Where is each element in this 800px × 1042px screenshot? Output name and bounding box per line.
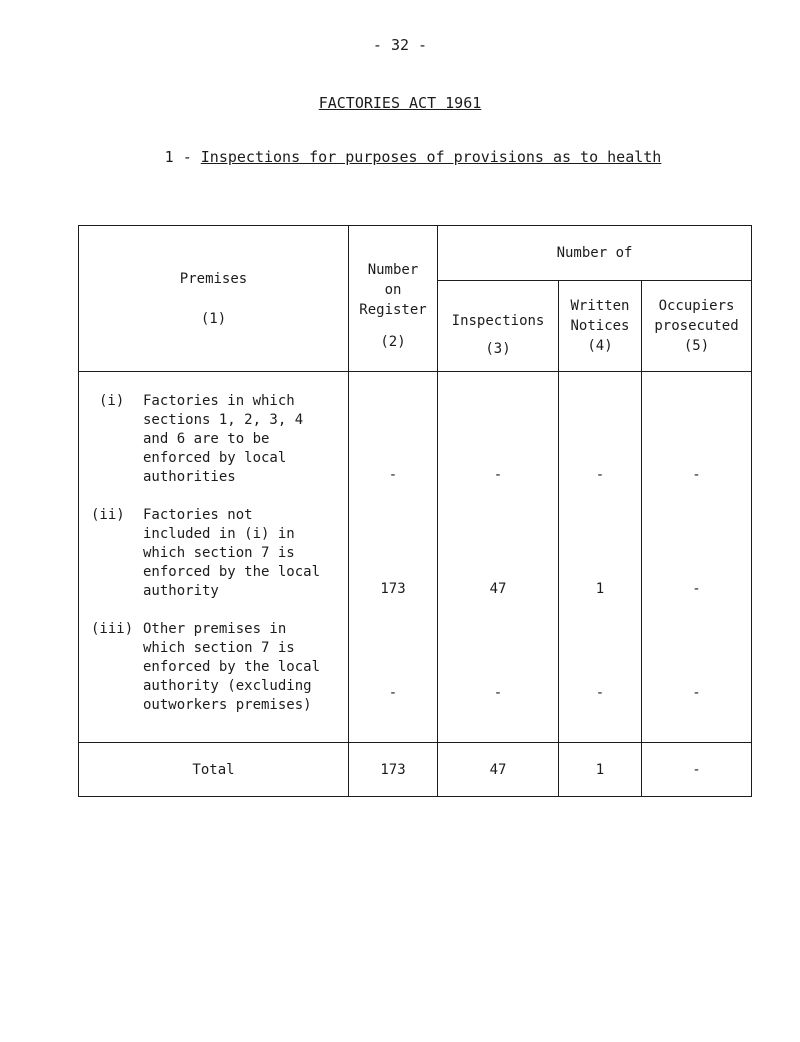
occupiers-prosecuted-value: - xyxy=(692,581,701,597)
inspections-table xyxy=(78,225,752,797)
occupiers-prosecuted-value: - xyxy=(692,685,701,701)
premises-line: and 6 are to be xyxy=(143,431,270,447)
page-number: - 32 - xyxy=(372,36,428,54)
premises-header xyxy=(79,226,349,372)
premises-line: Other premises in xyxy=(143,621,287,637)
written-notices-column xyxy=(559,372,642,743)
premises-line: Factories not xyxy=(143,507,253,523)
register-header-line-2: on xyxy=(384,281,402,298)
premises-list xyxy=(79,372,349,743)
total-label: Total xyxy=(79,743,349,797)
written-notices-value: - xyxy=(595,467,605,483)
register-column xyxy=(349,372,438,743)
premises-item-ii xyxy=(91,506,348,601)
premises-line: included in (i) in xyxy=(143,526,295,542)
inspections-column xyxy=(438,372,559,743)
premises-line: enforced by the local xyxy=(143,564,321,580)
section-prefix: 1 - xyxy=(164,148,201,166)
premises-line: enforced by local xyxy=(143,450,287,466)
occupiers-prosecuted-value: - xyxy=(692,467,701,483)
total-register: 173 xyxy=(349,743,438,797)
occupiers-line-2: prosecuted xyxy=(654,318,739,334)
total-written-notices: 1 xyxy=(559,743,642,797)
register-header-num: (2) xyxy=(380,333,406,350)
premises-line: enforced by the local xyxy=(143,659,321,675)
inspections-header-num: (3) xyxy=(485,341,511,357)
occupiers-prosecuted-column xyxy=(642,372,752,743)
number-of-header: Number of xyxy=(438,226,752,281)
occupiers-line-1: Occupiers xyxy=(658,298,735,314)
inspections-header-label: Inspections xyxy=(451,313,545,329)
premises-body-row xyxy=(79,372,752,743)
occupiers-prosecuted-header xyxy=(642,281,752,372)
premises-line: authorities xyxy=(143,469,236,485)
premises-header-num: (1) xyxy=(200,310,227,327)
premises-line: Factories in which xyxy=(143,393,295,409)
premises-item-num: (ii) xyxy=(91,507,125,523)
premises-line: authority (excluding xyxy=(143,678,312,694)
premises-line: which section 7 is xyxy=(143,640,295,656)
written-notices-line-1: Written xyxy=(570,298,630,314)
register-header-line-1: Number xyxy=(367,261,419,278)
register-header xyxy=(349,226,438,372)
inspections-value: - xyxy=(493,467,503,483)
premises-header-label: Premises xyxy=(179,270,248,287)
register-value: 173 xyxy=(380,581,406,597)
inspections-value: - xyxy=(493,685,503,701)
inspections-header xyxy=(438,281,559,372)
header-row-1 xyxy=(79,226,752,281)
total-inspections: 47 xyxy=(438,743,559,797)
premises-line: outworkers premises) xyxy=(143,697,312,713)
premises-line: which section 7 is xyxy=(143,545,295,561)
occupiers-num: (5) xyxy=(683,338,710,354)
register-value: - xyxy=(388,467,398,483)
written-notices-num: (4) xyxy=(587,338,613,354)
premises-item-num: (i) xyxy=(99,393,125,409)
premises-line: authority xyxy=(143,583,219,599)
inspections-value: 47 xyxy=(489,581,507,597)
act-title: FACTORIES ACT 1961 xyxy=(318,94,482,112)
premises-item-i xyxy=(99,392,348,487)
section-title: Inspections for purposes of provisions as to health xyxy=(200,148,662,166)
premises-line: sections 1, 2, 3, 4 xyxy=(143,412,304,428)
section-heading xyxy=(0,148,800,166)
register-value: - xyxy=(388,685,398,701)
written-notices-header xyxy=(559,281,642,372)
register-header-line-3: Register xyxy=(359,301,427,318)
written-notices-value: 1 xyxy=(595,581,605,597)
written-notices-line-2: Notices xyxy=(570,318,630,334)
written-notices-value: - xyxy=(595,685,605,701)
total-occupiers-prosecuted: - xyxy=(642,743,752,797)
total-row xyxy=(79,743,752,797)
premises-item-iii xyxy=(91,620,348,715)
premises-item-num: (iii) xyxy=(91,621,134,637)
